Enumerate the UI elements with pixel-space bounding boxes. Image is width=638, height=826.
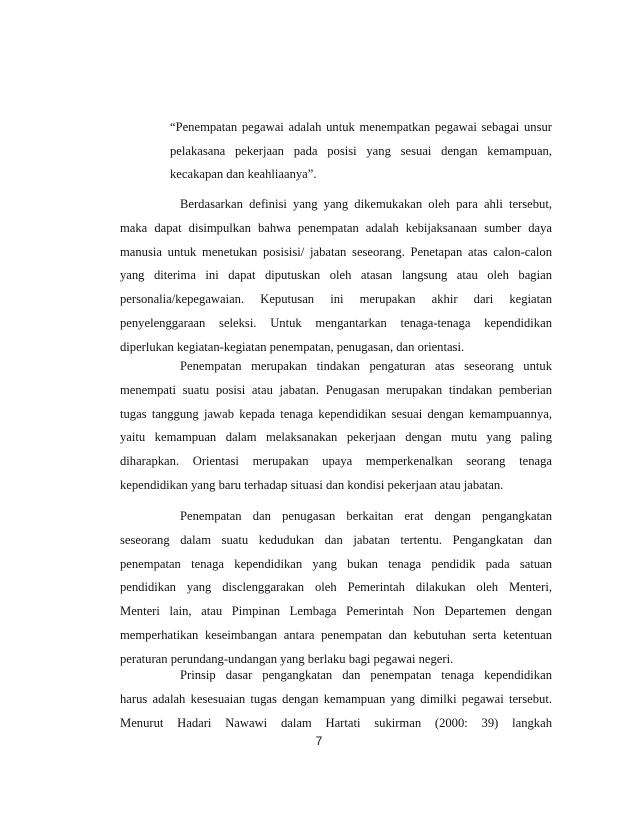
paragraph-line: yang diterima ini dapat diputuskan oleh atasan langsung atau oleh bagian [120,268,552,283]
paragraph-line: manusia untuk menetukan posisisi/ jabatan seseorang. Penetapan atas calon-calon [120,244,552,259]
paragraph-line: peraturan perundang-undangan yang berlaku bagi pegawai negeri. [120,651,454,666]
paragraph-line: memperhatikan keseimbangan antara penempatan dan kebutuhan serta ketentuan [120,627,552,642]
paragraph-line: yaitu kemampuan dalam melaksanakan pekerjaan dengan mutu yang paling [120,430,552,445]
paragraph-line: seseorang dalam suatu kedudukan dan jabatan tertentu. Pengangkatan dan [120,532,552,547]
paragraph-line: penempatan tenaga kependidikan yang bukan tenaga pendidik pada satuan [120,556,552,571]
paragraph-line: kependidikan yang baru terhadap situasi dan kondisi pekerjaan atau jabatan. [120,477,504,492]
paragraph-pengangkatan [120,505,552,672]
paragraph-line: Berdasarkan definisi yang yang dikemukakan oleh para ahli tersebut, [180,197,552,211]
paragraph-line: menempati suatu posisi atau jabatan. Penugasan merupakan tindakan pemberian [120,382,552,397]
quote-line: “Penempatan pegawai adalah untuk menempatkan pegawai sebagai unsur [170,120,552,134]
quote-line: kecakapan dan keahliaanya”. [170,167,317,181]
paragraph-penempatan [120,355,552,498]
paragraph-prinsip-dasar [120,664,552,735]
paragraph-line: harus adalah kesesuaian tugas dengan kemampuan yang dimilki pegawai tersebut. [120,691,552,706]
paragraph-definition-summary [120,193,552,360]
paragraph-line: maka dapat disimpulkan bahwa penempatan adalah kebijaksanaan sumber daya [120,220,552,235]
paragraph-line: personalia/kepegawaian. Keputusan ini merupakan akhir dari kegiatan [120,292,552,307]
paragraph-line: pendidikan yang disclenggarakan oleh Pemerintah dilakukan oleh Menteri, [120,580,552,595]
quote-line: pelakasana pekerjaan pada posisi yang sesuai dengan kemampuan, [170,143,552,158]
paragraph-line: diharapkan. Orientasi merupakan upaya memperkenalkan seorang tenaga [120,454,552,469]
paragraph-line: Penempatan dan penugasan berkaitan erat dengan pengangkatan [180,509,552,523]
page-number: 7 [315,734,323,748]
paragraph-line: Menurut Hadari Nawawi dalam Hartati sukirman (2000: 39) langkah [120,715,552,730]
paragraph-line: Penempatan merupakan tindakan pengaturan atas seseorang untuk [180,359,552,373]
paragraph-line: tugas tanggung jawab kepada tenaga kependidikan sesuai dengan kemampuannya, [120,406,552,421]
block-quote [170,116,552,187]
paragraph-line: Menteri lain, atau Pimpinan Lembaga Pemerintah Non Departemen dengan [120,604,552,619]
paragraph-line: diperlukan kegiatan-kegiatan penempatan, penugasan, dan orientasi. [120,339,465,354]
paragraph-line: Prinsip dasar pengangkatan dan penempatan tenaga kependidikan [180,668,552,682]
paragraph-line: penyelenggaraan seleksi. Untuk mengantarkan tenaga-tenaga kependidikan [120,315,552,330]
